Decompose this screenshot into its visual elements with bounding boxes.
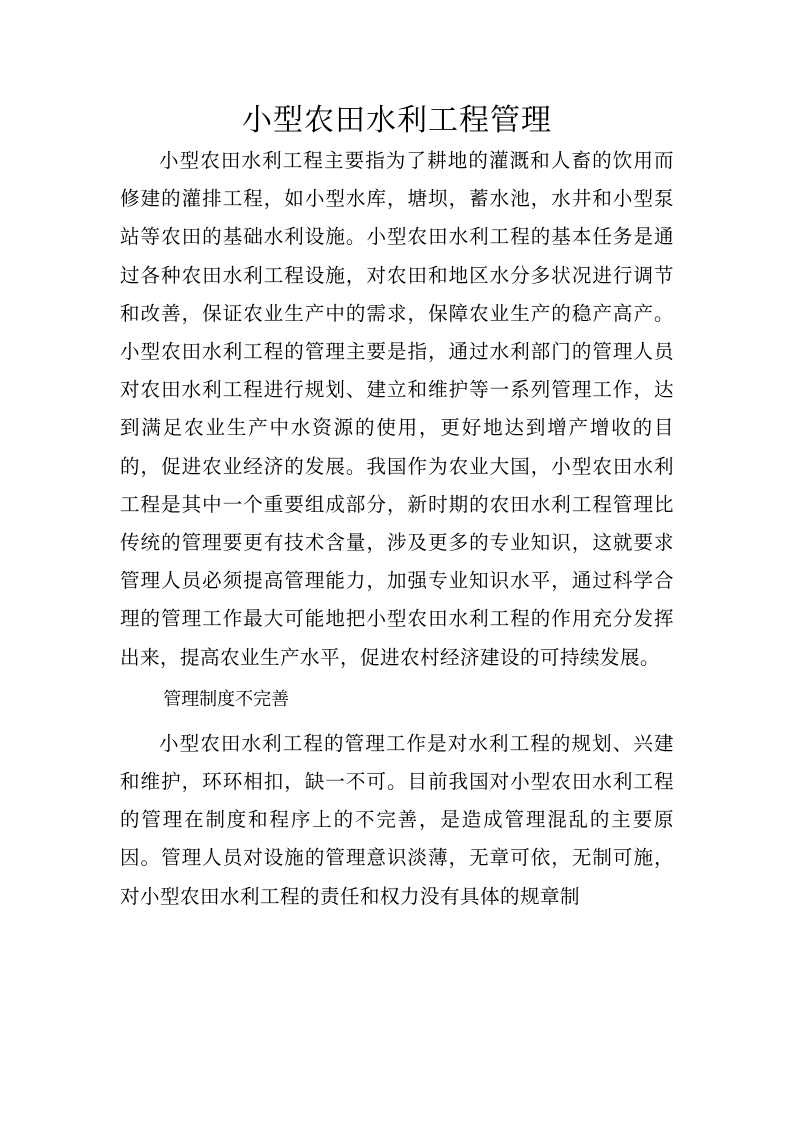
document-title: 小型农田水利工程管理 (242, 103, 552, 138)
section-heading: 管理制度不完善 (163, 688, 290, 710)
section-paragraph: 小型农田水利工程的管理工作是对水利工程的规划、兴建和维护，环环相扣，缺一不可。目前我国对小型农田水利工程的管理在制度和程序上的不完善，是造成管理混乱的主要原因。管理人员对设施的管理意识淡薄，无章可依，无制可施，对小型农田水利工程的责任和权力没有具体的规章制 (120, 731, 674, 908)
intro-paragraph: 小型农田水利工程主要指为了耕地的灌溉和人畜的饮用而修建的灌排工程，如小型水库，塘坝，蓄水池，水井和小型泵站等农田的基础水利设施。小型农田水利工程的基本任务是通过各种农田水利工程设施，对农田和地区水分多状况进行调节和改善，保证农业生产中的需求，保障农业生产的稳产高产。小型农田水利工程的管理主要是指，通过水利部门的管理人员对农田水利工程进行规划、建立和维护等一系列管理工作，达到满足农业生产中水资源的使用，更好地达到增产增收的目的，促进农业经济的发展。我国作为农业大国，小型农田水利工程是其中一个重要组成部分，新时期的农田水利工程管理比传统的管理要更有技术含量，涉及更多的专业知识，这就要求管理人员必须提高管理能力，加强专业知识水平，通过科学合理的管理工作最大可能地把小型农田水利工程的作用充分发挥出来，提高农业生产水平，促进农村经济建设的可持续发展。 (120, 149, 674, 669)
